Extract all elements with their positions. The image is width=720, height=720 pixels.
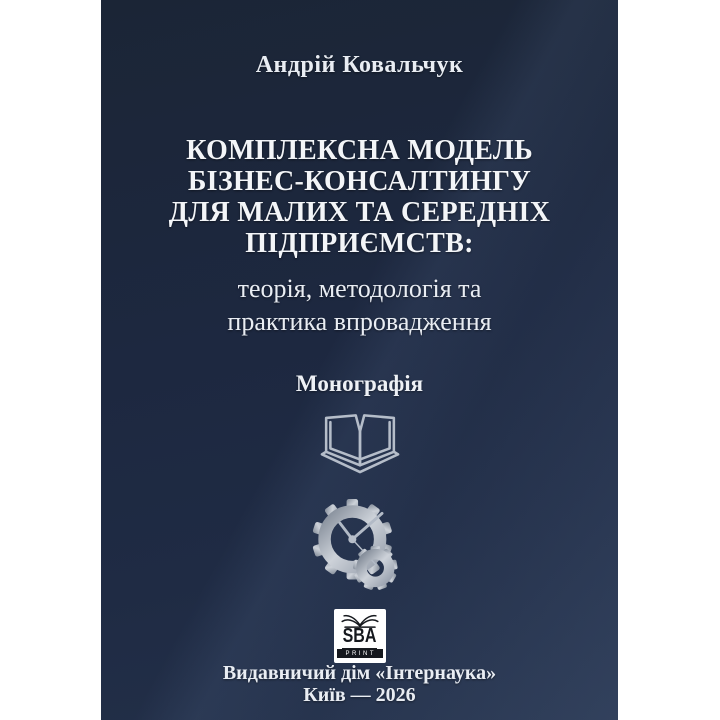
gears-clock-icon — [312, 499, 408, 596]
genre-label: Монографія — [295, 371, 424, 396]
city-year-line: Київ — 2026 — [303, 684, 416, 706]
book-title — [101, 135, 618, 259]
title-line-3: ДЛЯ МАЛИХ ТА СЕРЕДНІХ — [168, 197, 551, 228]
title-line-2: БІЗНЕС-КОНСАЛТИНГУ — [187, 166, 532, 197]
subtitle-line-1: теорія, методологія та — [237, 274, 482, 303]
author-name: Андрій Ковальчук — [255, 52, 464, 78]
open-book-icon — [316, 411, 404, 484]
book-subtitle — [101, 272, 618, 338]
title-line-4: ПІДПРИЄМСТВ: — [245, 228, 474, 259]
subtitle-line-2: практика впровадження — [227, 307, 492, 336]
logo-caption: PRINT — [337, 649, 383, 658]
publisher-line: Видавничий дім «Інтернаука» — [222, 662, 497, 684]
title-line-1: КОМПЛЕКСНА МОДЕЛЬ — [186, 135, 533, 166]
large-gear — [312, 499, 392, 580]
book-cover — [101, 0, 618, 720]
publisher-logo — [334, 609, 386, 663]
logo-abbr: SBA — [342, 627, 378, 649]
